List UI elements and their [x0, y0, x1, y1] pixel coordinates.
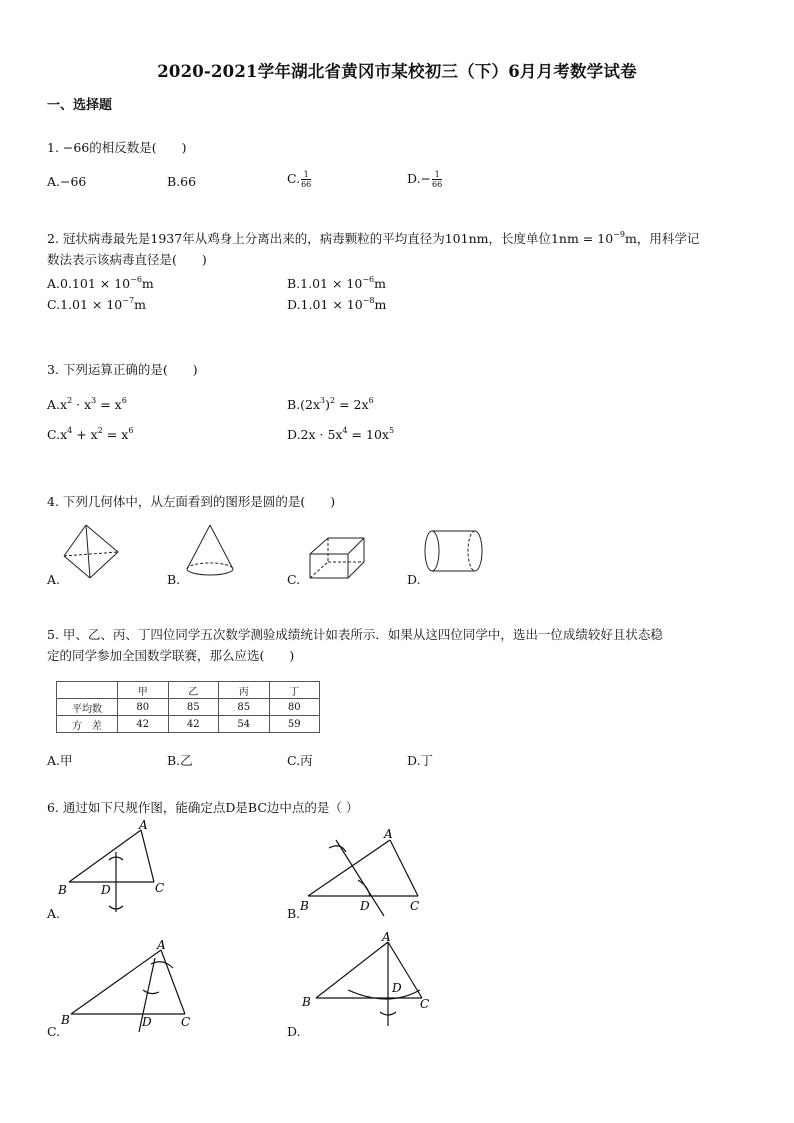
construction-figure-b — [296, 826, 430, 920]
q2-stem-line2: 数法表示该病毒直径是( ) — [47, 252, 207, 267]
q2-option-d: $D.1.01 \times 10^{-8}m$ — [287, 296, 387, 312]
fraction: $\frac{1}{66}$ — [432, 170, 443, 189]
table-row — [57, 699, 320, 716]
q6-label-b: B. — [287, 906, 301, 921]
score-table — [56, 681, 320, 733]
q2-option-c: $C.1.01 \times 10^{-7}m$ — [47, 296, 146, 312]
q5-option-a: A.甲 — [47, 753, 73, 768]
q6-label-d: D. — [287, 1024, 301, 1039]
point-d-label: D — [392, 981, 402, 995]
table-cell: 80 — [118, 699, 169, 716]
construction-figure-a — [55, 816, 185, 916]
cuboid-icon — [305, 534, 369, 582]
q4-stem: 4. 下列几何体中，从左面看到的图形是圆的是( ) — [47, 494, 336, 509]
q2-option-b: $B.1.01 \times 10^{-6}m$ — [287, 275, 386, 291]
table-row — [57, 716, 320, 733]
table-cell: 80 — [269, 699, 320, 716]
q4-label-a: A. — [47, 572, 61, 587]
point-b-label: B — [302, 995, 311, 1009]
table-cell: 85 — [219, 699, 270, 716]
point-a-label: A — [382, 930, 391, 944]
q4-label-d: D. — [407, 572, 421, 587]
q1-option-a: A.−66 — [47, 174, 87, 189]
table-cell: 平均数 — [57, 699, 118, 716]
point-a-label: A — [157, 938, 166, 952]
point-c-label: C — [155, 881, 165, 895]
q3-option-d: $D.2x \cdot 5x^4 = 10x^5$ — [287, 426, 395, 442]
q5-stem-line2: 定的同学参加全国数学联赛，那么应选( ) — [47, 648, 295, 663]
construction-figure-d — [296, 930, 436, 1030]
q2-stem-line1: 2. 冠状病毒最先是1937年从鸡身上分离出来的，病毒颗粒的平均直径为101nm，长度单位$1nm = 10^{-9}m$，用科学记 — [47, 230, 700, 246]
table-cell: 85 — [168, 699, 219, 716]
q5-option-b: B.乙 — [167, 753, 193, 768]
q1-option-b: B.66 — [167, 174, 197, 189]
q3-stem: 3. 下列运算正确的是( ) — [47, 362, 198, 377]
pyramid-icon — [58, 522, 124, 582]
table-header-row — [57, 682, 320, 699]
construction-figure-c — [55, 936, 195, 1036]
point-c-label: C — [410, 899, 420, 913]
q4-label-c: C. — [287, 572, 301, 587]
point-d-label: D — [101, 883, 111, 897]
table-cell: 甲 — [118, 682, 169, 699]
point-c-label: C — [181, 1015, 191, 1029]
q3-option-b: $B.(2x^3)^2 = 2x^6$ — [287, 396, 374, 412]
point-a-label: A — [384, 827, 393, 841]
q5-stem-line1: 5. 甲、乙、丙、丁四位同学五次数学测验成绩统计如表所示．如果从这四位同学中，选出一位成绩较好且状态稳 — [47, 627, 663, 642]
point-b-label: B — [61, 1013, 70, 1027]
q5-option-c: C.丙 — [287, 753, 313, 768]
table-cell: 59 — [269, 716, 320, 733]
point-a-label: A — [139, 818, 148, 832]
q1-stem: 1. −66的相反数是( ) — [47, 140, 187, 155]
q6-label-c: C. — [47, 1024, 61, 1039]
q5-option-d: D.丁 — [407, 753, 434, 768]
fraction: $\frac{1}{66}$ — [301, 170, 312, 189]
table-cell: 丙 — [219, 682, 270, 699]
table-cell: 42 — [118, 716, 169, 733]
q2-option-a: $A.0.101 \times 10^{-6}m$ — [47, 275, 154, 291]
table-cell: 方 差 — [57, 716, 118, 733]
point-c-label: C — [420, 997, 430, 1011]
q1-option-c: C. $\frac{1}{66}$ — [287, 170, 312, 189]
cylinder-icon — [422, 528, 488, 578]
q4-label-b: B. — [167, 572, 181, 587]
point-d-label: D — [360, 899, 370, 913]
page-title: 2020-2021学年湖北省黄冈市某校初三（下）6月月考数学试卷 — [157, 62, 637, 81]
point-b-label: B — [58, 883, 67, 897]
table-cell — [57, 682, 118, 699]
section-heading: 一、选择题 — [47, 98, 113, 113]
point-b-label: B — [300, 899, 309, 913]
cone-icon — [182, 522, 242, 582]
table-cell: 丁 — [269, 682, 320, 699]
q3-option-a: $A.x^2 \cdot x^3 = x^6$ — [47, 396, 127, 412]
q3-option-c: $C.x^4 + x^2 = x^6$ — [47, 426, 134, 442]
table-cell: 乙 — [168, 682, 219, 699]
point-d-label: D — [142, 1015, 152, 1029]
table-cell: 42 — [168, 716, 219, 733]
table-cell: 54 — [219, 716, 270, 733]
q6-label-a: A. — [47, 906, 61, 921]
q1-option-d: D.− $\frac{1}{66}$ — [407, 170, 443, 189]
q6-stem: 6. 通过如下尺规作图，能确定点D是BC边中点的是（ ） — [47, 800, 359, 815]
